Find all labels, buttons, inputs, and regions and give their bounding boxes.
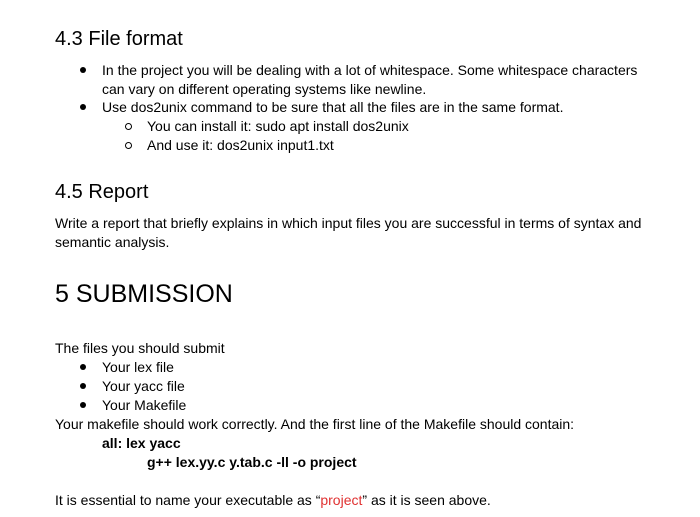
code-line-all: all: lex yacc xyxy=(102,435,181,451)
code-line-gpp: g++ lex.yy.c y.tab.c -ll -o project xyxy=(147,454,357,470)
closing-text-after: ” as it is seen above. xyxy=(362,492,491,508)
bullet-whitespace-line2: can vary on different operating systems like newline. xyxy=(102,81,427,97)
file-item-yacc: Your yacc file xyxy=(102,378,185,394)
bullet-dot xyxy=(80,67,86,73)
sub-bullet-use: And use it: dos2unix input1.txt xyxy=(147,137,334,153)
sub-bullet-circle xyxy=(125,142,132,149)
bullet-dot xyxy=(80,104,86,110)
sub-bullet-install: You can install it: sudo apt install dos2unix xyxy=(147,118,409,134)
bullet-dot xyxy=(80,402,86,408)
sub-bullet-circle xyxy=(125,123,132,130)
bullet-dot xyxy=(80,364,86,370)
heading-file-format: 4.3 File format xyxy=(55,28,183,50)
heading-submission: 5 SUBMISSION xyxy=(55,280,233,308)
file-item-lex: Your lex file xyxy=(102,359,174,375)
makefile-note: Your makefile should work correctly. And the first line of the Makefile should contain: xyxy=(55,416,575,432)
closing-text-before: It is essential to name your executable as “ xyxy=(55,492,321,508)
report-paragraph-line2: semantic analysis. xyxy=(55,234,170,250)
closing-sentence xyxy=(55,491,491,509)
bullet-dot xyxy=(80,383,86,389)
bullet-dos2unix: Use dos2unix command to be sure that all the files are in the same format. xyxy=(102,99,564,115)
bullet-whitespace-line1: In the project you will be dealing with a lot of whitespace. Some whitespace characters xyxy=(102,62,638,78)
report-paragraph-line1: Write a report that briefly explains in which input files you are successful in terms of syntax and xyxy=(55,215,642,231)
file-item-makefile: Your Makefile xyxy=(102,397,187,413)
executable-name-highlight: project xyxy=(320,492,363,508)
submission-intro: The files you should submit xyxy=(55,340,225,356)
heading-report: 4.5 Report xyxy=(55,181,149,203)
